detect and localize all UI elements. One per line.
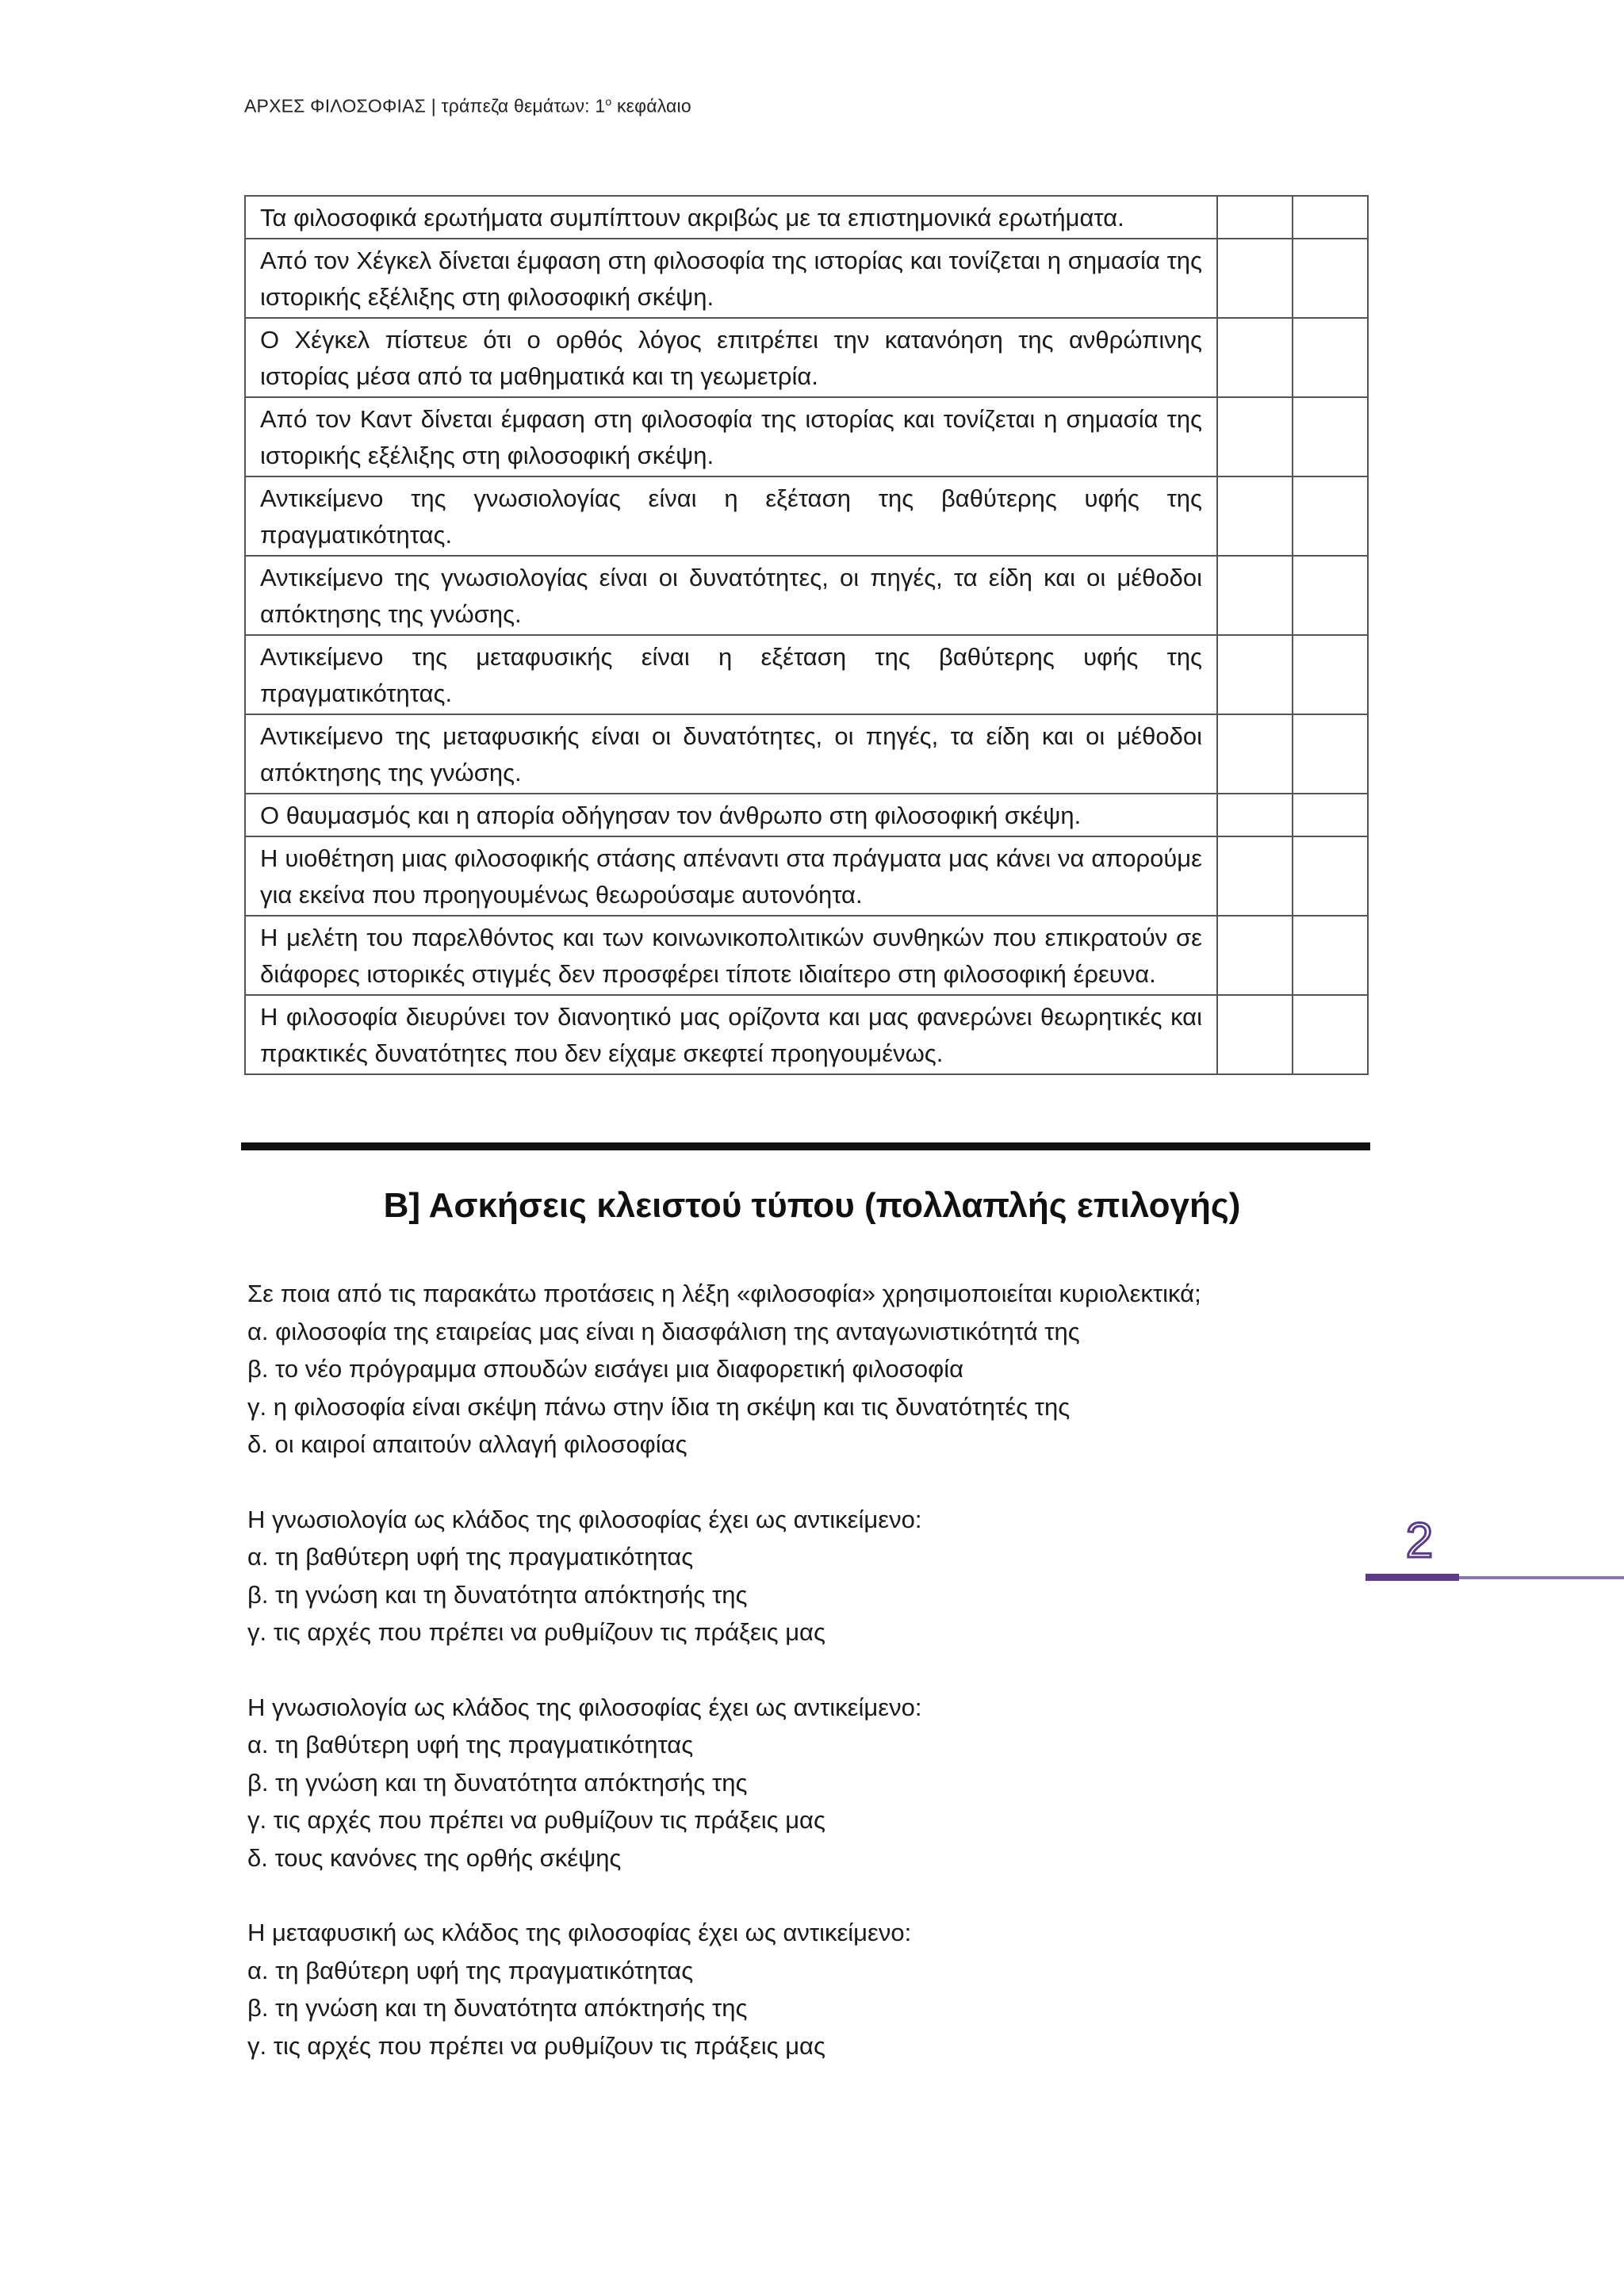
answer-box-true[interactable]	[1217, 556, 1293, 635]
question-option: γ. τις αρχές που πρέπει να ρυθμίζουν τις πράξεις μας	[247, 1806, 825, 1834]
answer-box-true[interactable]	[1217, 916, 1293, 995]
statement-cell: Ο Χέγκελ πίστευε ότι ο ορθός λόγος επιτρέπει την κατανόηση της ανθρώπινης ιστορίας μέσα από τα μαθηματικά και τη γεωμετρία.	[245, 318, 1217, 397]
header-title: ΑΡΧΕΣ ΦΙΛΟΣΟΦΙΑΣ	[244, 95, 427, 117]
answer-box-false[interactable]	[1293, 794, 1368, 836]
answer-box-true[interactable]	[1217, 196, 1293, 239]
question-option: β. τη γνώση και τη δυνατότητα απόκτησής της	[247, 1994, 748, 2022]
answer-box-true[interactable]	[1217, 836, 1293, 916]
answer-box-true[interactable]	[1217, 635, 1293, 714]
answer-box-true[interactable]	[1217, 995, 1293, 1074]
answer-box-false[interactable]	[1293, 476, 1368, 556]
answer-box-false[interactable]	[1293, 635, 1368, 714]
question-option: β. το νέο πρόγραμμα σπουδών εισάγει μια διαφορετική φιλοσοφία	[247, 1355, 964, 1383]
question-prompt: Η γνωσιολογία ως κλάδος της φιλοσοφίας έχει ως αντικείμενο:	[247, 1693, 922, 1721]
question-block	[247, 1275, 1358, 1464]
answer-box-false[interactable]	[1293, 714, 1368, 794]
question-option: α. φιλοσοφία της εταιρείας μας είναι η διασφάλιση της ανταγωνιστικότητά της	[247, 1317, 1080, 1345]
question-option: δ. οι καιροί απαιτούν αλλαγή φιλοσοφίας	[247, 1430, 688, 1458]
table-row	[245, 916, 1368, 995]
table-row	[245, 836, 1368, 916]
question-option: δ. τους κανόνες της ορθής σκέψης	[247, 1843, 622, 1872]
table-row	[245, 476, 1368, 556]
question-prompt: Σε ποια από τις παρακάτω προτάσεις η λέξη «φιλοσοφία» χρησιμοποιείται κυριολεκτικά;	[247, 1280, 1201, 1307]
answer-box-false[interactable]	[1293, 556, 1368, 635]
header-superscript: ο	[605, 95, 612, 108]
answer-box-true[interactable]	[1217, 794, 1293, 836]
statement-cell: Αντικείμενο της γνωσιολογίας είναι οι δυνατότητες, οι πηγές, τα είδη και οι μέθοδοι απόκτησης της γνώσης.	[245, 556, 1217, 635]
header-chapter: κεφάλαιο	[616, 95, 691, 117]
answer-box-false[interactable]	[1293, 239, 1368, 318]
page-accent-line	[1459, 1576, 1624, 1579]
table-row	[245, 794, 1368, 836]
statement-cell: Η μελέτη του παρελθόντος και των κοινωνικοπολιτικών συνθηκών που επικρατούν σε διάφορες ιστορικές στιγμές δεν προσφέρει τίποτε ιδιαίτερο στη φιλοσοφική έρευνα.	[245, 916, 1217, 995]
statement-cell: Τα φιλοσοφικά ερωτήματα συμπίπτουν ακριβώς με τα επιστημονικά ερωτήματα.	[245, 196, 1217, 239]
true-false-table	[244, 195, 1369, 1075]
answer-box-true[interactable]	[1217, 318, 1293, 397]
page-number-outline	[1380, 1511, 1459, 1567]
question-option: α. τη βαθύτερη υφή της πραγματικότητας	[247, 1731, 694, 1758]
question-option: β. τη γνώση και τη δυνατότητα απόκτησής της	[247, 1768, 748, 1797]
question-option: γ. τις αρχές που πρέπει να ρυθμίζουν τις πράξεις μας	[247, 1618, 825, 1646]
answer-box-false[interactable]	[1293, 318, 1368, 397]
table-row	[245, 196, 1368, 239]
question-option: β. τη γνώση και τη δυνατότητα απόκτησής της	[247, 1580, 748, 1609]
page-accent-bar	[1365, 1574, 1459, 1581]
answer-box-false[interactable]	[1293, 836, 1368, 916]
running-header	[244, 95, 691, 117]
statement-cell: Από τον Χέγκελ δίνεται έμφαση στη φιλοσοφία της ιστορίας και τονίζεται η σημασία της ιστορικής εξέλιξης στη φιλοσοφική σκέψη.	[245, 239, 1217, 318]
question-block	[247, 1914, 1358, 2064]
answer-box-true[interactable]	[1217, 397, 1293, 476]
question-prompt: Η γνωσιολογία ως κλάδος της φιλοσοφίας έχει ως αντικείμενο:	[247, 1505, 922, 1533]
statement-cell: Αντικείμενο της μεταφυσικής είναι η εξέταση της βαθύτερης υφής της πραγματικότητας.	[245, 635, 1217, 714]
answer-box-false[interactable]	[1293, 397, 1368, 476]
table-row	[245, 714, 1368, 794]
table-row	[245, 556, 1368, 635]
question-option: α. τη βαθύτερη υφή της πραγματικότητας	[247, 1956, 694, 1984]
header-subtitle: τράπεζα θεμάτων: 1	[441, 95, 606, 117]
statement-cell: Αντικείμενο της μεταφυσικής είναι οι δυνατότητες, οι πηγές, τα είδη και οι μέθοδοι απόκτησης της γνώσης.	[245, 714, 1217, 794]
question-block	[247, 1689, 1358, 1877]
answer-box-true[interactable]	[1217, 714, 1293, 794]
table-row	[245, 995, 1368, 1074]
question-option: γ. η φιλοσοφία είναι σκέψη πάνω στην ίδια τη σκέψη και τις δυνατότητές της	[247, 1392, 1071, 1421]
page-number	[1380, 1511, 1459, 1567]
statement-cell: Από τον Καντ δίνεται έμφαση στη φιλοσοφία της ιστορίας και τονίζεται η σημασία της ιστορικής εξέλιξης στη φιλοσοφική σκέψη.	[245, 397, 1217, 476]
table-row	[245, 635, 1368, 714]
question-prompt: Η μεταφυσική ως κλάδος της φιλοσοφίας έχει ως αντικείμενο:	[247, 1919, 912, 1946]
question-block	[247, 1501, 1358, 1651]
question-option: α. τη βαθύτερη υφή της πραγματικότητας	[247, 1543, 694, 1571]
header-separator: |	[431, 95, 436, 117]
section-divider	[241, 1142, 1370, 1150]
statement-cell: Η υιοθέτηση μιας φιλοσοφικής στάσης απέναντι στα πράγματα μας κάνει να απορούμε για εκείνα που προηγουμένως θεωρούσαμε αυτονόητα.	[245, 836, 1217, 916]
answer-box-true[interactable]	[1217, 476, 1293, 556]
statement-cell: Η φιλοσοφία διευρύνει τον διανοητικό μας ορίζοντα και μας φανερώνει θεωρητικές και πρακτικές δυνατότητες που δεν είχαμε σκεφτεί προηγουμένως.	[245, 995, 1217, 1074]
answer-box-false[interactable]	[1293, 995, 1368, 1074]
answer-box-false[interactable]	[1293, 916, 1368, 995]
answer-box-true[interactable]	[1217, 239, 1293, 318]
table-row	[245, 239, 1368, 318]
page-number-text: 2	[1405, 1513, 1434, 1567]
statement-cell: Αντικείμενο της γνωσιολογίας είναι η εξέταση της βαθύτερης υφής της πραγματικότητας.	[245, 476, 1217, 556]
statement-cell: Ο θαυμασμός και η απορία οδήγησαν τον άνθρωπο στη φιλοσοφική σκέψη.	[245, 794, 1217, 836]
table-row	[245, 397, 1368, 476]
answer-box-false[interactable]	[1293, 196, 1368, 239]
table-row	[245, 318, 1368, 397]
section-title: Β] Ασκήσεις κλειστού τύπου (πολλαπλής επιλογής)	[383, 1186, 1241, 1225]
question-option: γ. τις αρχές που πρέπει να ρυθμίζουν τις πράξεις μας	[247, 2031, 825, 2060]
multiple-choice-questions	[247, 1275, 1358, 2102]
